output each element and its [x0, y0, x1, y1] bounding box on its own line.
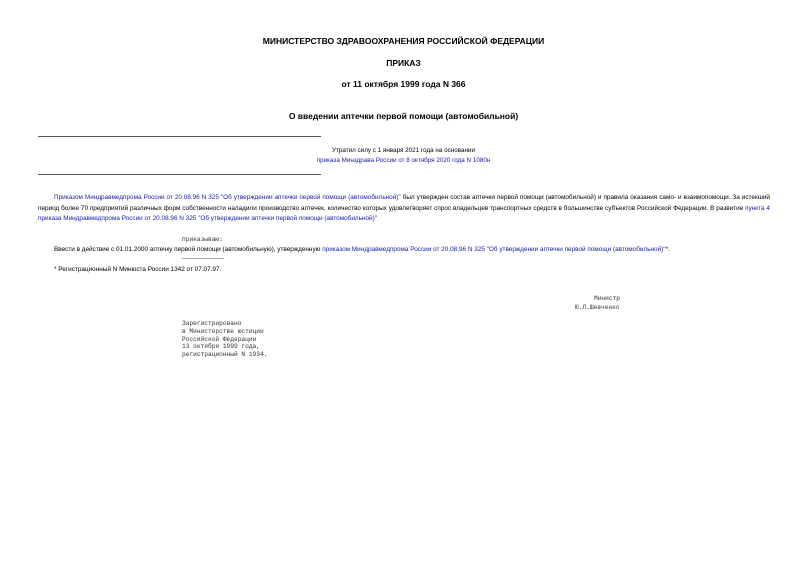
orders-label: приказываю:	[182, 236, 223, 243]
registration-block	[182, 320, 267, 359]
registration-line: регистрационный N 1934.	[182, 351, 268, 359]
signature-name: Ю.Л.Шевченко	[575, 304, 620, 311]
divider-bottom	[38, 174, 321, 175]
signature-position: Министр	[594, 295, 620, 302]
document-title: О введении аптечки первой помощи (автомобильной)	[288, 111, 519, 121]
order-325-link[interactable]: Приказом Миндравмедпрома России от 20.08.96 N 325 "Об утверждении аптечки первой помощи (автомобильной)"	[54, 194, 401, 201]
registration-line: 13 октября 1999 года,	[182, 343, 260, 351]
paragraph-enact	[54, 245, 770, 256]
date-number-heading: от 11 октября 1999 года N 366	[341, 79, 466, 89]
ministry-heading: МИНИСТЕРСТВО ЗДРАВООХРАНЕНИЯ РОССИЙСКОЙ ФЕДЕРАЦИИ	[262, 36, 545, 46]
footnote-separator: ───────────────	[182, 255, 223, 262]
paragraph-intro-text: был утвержден состав аптечки первой помощи (автомобильной) и правила оказания само- и взаимопомощи. За истекший период более 70 предприятий различных форм собственности наладили производство аптечек, количество которых удовлетворяет спрос владельцев транспортных средств в большинстве субъектов Российской Федерации. В развитие	[38, 194, 771, 212]
status-link[interactable]: приказа Минздрава России от 8 октября 2020 года N 1080н	[316, 157, 491, 164]
registration-line: в Министерстве юстиции	[182, 327, 264, 335]
status-text: Утратил силу с 1 января 2021 года на основании	[331, 147, 476, 154]
paragraph-intro	[38, 193, 770, 225]
paragraph-enact-text: Ввести в действие с 01.01.2000 аптечку первой помощи (автомобильную), утвержденную	[54, 246, 323, 253]
doc-type-heading: ПРИКАЗ	[386, 58, 421, 68]
registration-line: Зарегистрировано	[182, 320, 242, 327]
status-block	[0, 146, 807, 166]
footnote-marker: *.	[665, 246, 670, 253]
divider-top	[38, 136, 321, 137]
registration-line: Российской Федерации	[182, 335, 257, 343]
order-325-enact-link[interactable]: приказом Миндравмедпрома России от 20.08.96 N 325 "Об утверждении аптечки первой помощи (автомобильной)"	[322, 246, 666, 253]
footnote: * Регистрационный N Минюста России 1342 от 07.07.97.	[54, 266, 222, 273]
order-325-point4-link[interactable]: пункта 4 приказа Миндравмедпрома России от 20.08.96 N 325 "Об утверждении аптечки первой помощи (автомобильной)"	[38, 204, 770, 222]
